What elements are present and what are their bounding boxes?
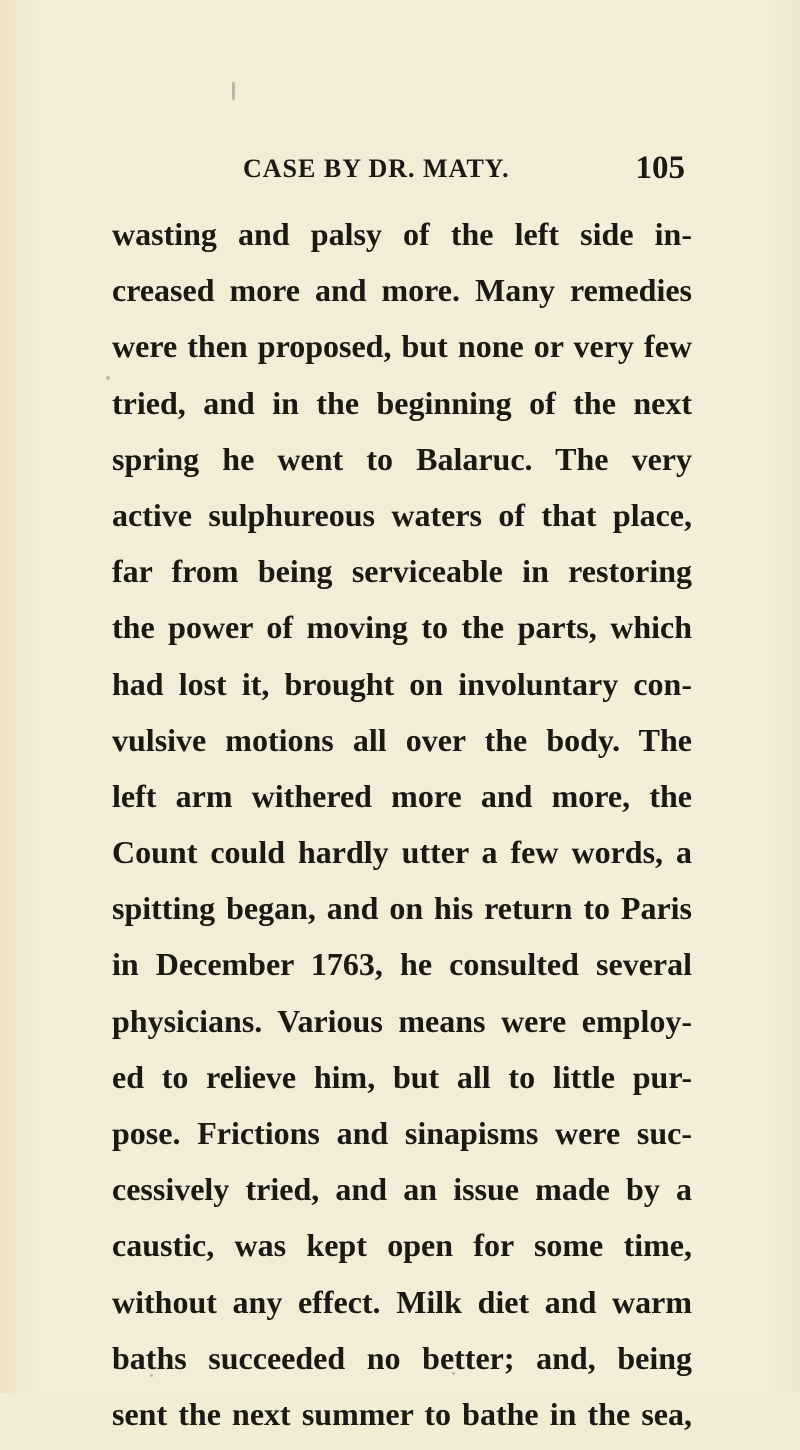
text-line: baths succeeded no better; and, being (112, 1339, 692, 1376)
text-line: physicians. Various means were employ- (112, 1002, 692, 1039)
body-text (112, 214, 692, 1450)
text-line: caustic, was kept open for some time, (112, 1227, 692, 1264)
page-number: 105 (635, 150, 685, 186)
text-line: cessively tried, and an issue made by a (112, 1171, 692, 1208)
text-line: spitting began, and on his return to Paris (112, 890, 692, 927)
text-line: were then proposed, but none or very few (112, 328, 692, 365)
text-line: had lost it, brought on involuntary con- (112, 665, 692, 702)
text-line: creased more and more. Many remedies (112, 272, 692, 309)
text-line: far from being serviceable in restoring (112, 553, 692, 590)
text-line: the power of moving to the parts, which (112, 609, 692, 646)
text-line: ed to relieve him, but all to little pur- (112, 1058, 692, 1095)
text-line: tried, and in the beginning of the next (112, 384, 692, 421)
text-line: spring he went to Balaruc. The very (112, 440, 692, 477)
text-line: vulsive motions all over the body. The (112, 721, 692, 758)
text-line: sent the next summer to bathe in the sea, (112, 1395, 692, 1432)
running-title: CASE BY DR. MATY. (243, 154, 510, 183)
text-line: active sulphureous waters of that place, (112, 496, 692, 533)
text-line: pose. Frictions and sinapisms were suc- (112, 1115, 692, 1151)
text-line: in December 1763, he consulted several (112, 946, 692, 983)
paper-speck (232, 82, 235, 100)
text-line: without any effect. Milk diet and warm (112, 1283, 692, 1320)
text-line: Count could hardly utter a few words, a (112, 834, 692, 871)
paper-speck (106, 376, 110, 380)
text-line: wasting and palsy of the left side in- (112, 216, 692, 252)
text-line: left arm withered more and more, the (112, 777, 692, 814)
page-header (243, 150, 685, 190)
